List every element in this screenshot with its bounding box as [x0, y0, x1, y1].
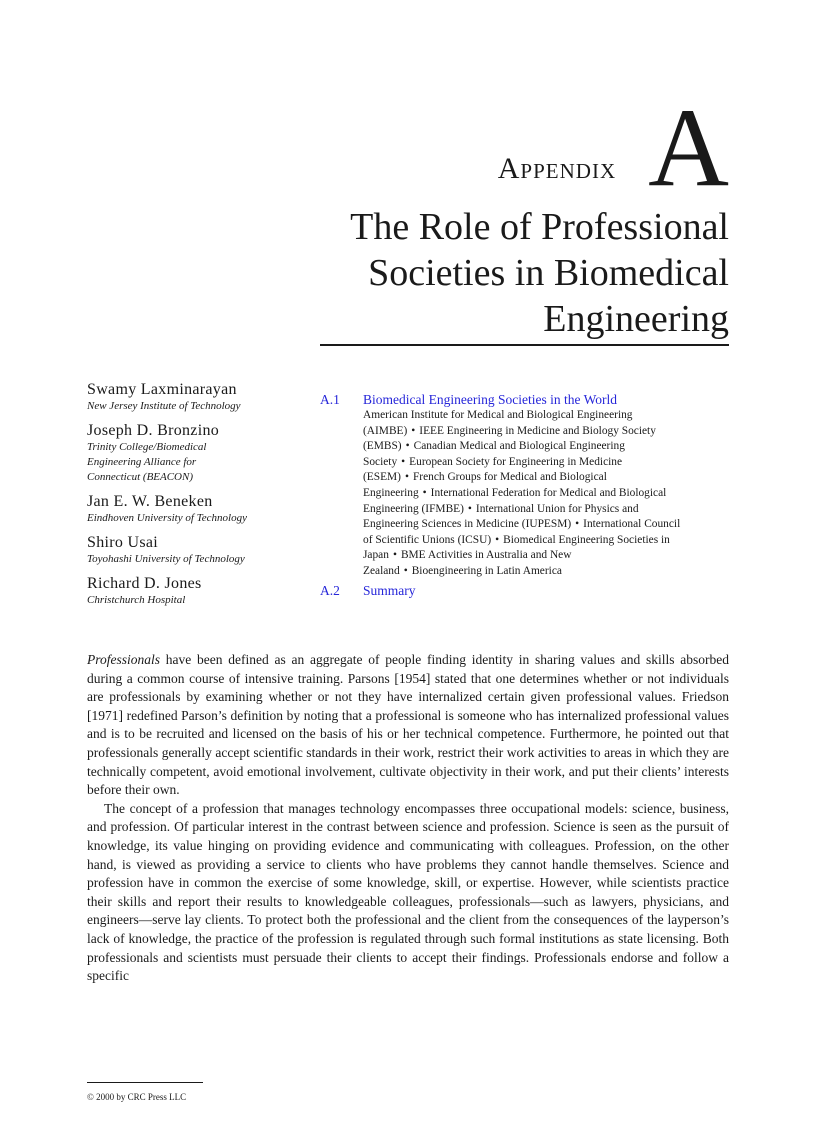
footer-divider	[87, 1082, 203, 1083]
title-line: The Role of Professional	[350, 206, 729, 248]
toc-subitem: Bioengineering in Latin America	[411, 564, 562, 577]
bullet-separator: •	[392, 549, 397, 562]
toc-entry	[320, 583, 690, 599]
author-name: Joseph D. Bronzino	[87, 422, 220, 439]
body-text	[87, 651, 729, 986]
toc-subitem: International Federation for Medical and Biological Engineering (IFMBE)	[363, 486, 667, 515]
author-name: Swamy Laxminarayan	[87, 381, 237, 398]
appendix-word: Appendix	[497, 152, 617, 185]
author-affiliation: Christchurch Hospital	[87, 594, 186, 606]
author	[87, 574, 302, 608]
bullet-separator: •	[404, 471, 409, 484]
bullet-separator: •	[495, 533, 500, 546]
toc-entry	[320, 392, 690, 580]
author	[87, 380, 302, 414]
toc-subitem: IEEE Engineering in Medicine and Biology Society (EMBS)	[363, 424, 656, 453]
table-of-contents	[320, 392, 690, 599]
appendix-letter: A	[648, 86, 729, 210]
title-divider	[320, 344, 729, 346]
toc-number[interactable]: A.2	[320, 582, 340, 598]
author-list	[87, 380, 302, 615]
toc-subitem: French Groups for Medical and Biological Engineering	[363, 471, 607, 499]
toc-title-link[interactable]: Biomedical Engineering Societies in the World	[363, 392, 617, 407]
bullet-separator: •	[422, 486, 427, 499]
bullet-separator: •	[411, 424, 416, 437]
paragraph-text: have been defined as an aggregate of people finding identity in sharing values and skills absorbed during a common course of intensive training. Parsons [1954] stated that one determines whether or not individuals are professionals by examining whether or not they have internalized certain given professional values. Friedson [1971] redefined Parson’s definition by noting that a professional is someone who has internalized professional values and is to be recruited and licensed on the basis of his or her technical competence. Furthermore, he pointed out that professionals generally accept scientific standards in their work, restrict their work activities to areas in which they are technically competent, avoid emotional involvement, cultivate objectivity in their work, and put their clients’ interests before their own.	[87, 652, 729, 798]
copyright-notice: © 2000 by CRC Press LLC	[87, 1092, 187, 1102]
toc-subitem: American Institute for Medical and Biological Engineering (AIMBE)	[363, 409, 633, 437]
toc-subitem: European Society for Engineering in Medicine (ESEM)	[363, 455, 623, 484]
toc-subitem: Canadian Medical and Biological Engineering Society	[363, 440, 625, 468]
paragraph: The concept of a profession that manages technology encompasses three occupational models: science, business, and profession. Of particular interest in the contrast between science and profession. Science is seen as the pursuit of knowledge, its value hinging on providing evidence and communicating with colleagues. Profession, on the other hand, is viewed as providing a service to clients who have problems they cannot handle themselves. Science and profession have in common the exercise of some knowledge, skill, or expertise. However, while scientists practice their skills and report their results to knowledgeable colleagues, professionals—such as lawyers, physicians, and engineers—serve lay clients. To protect both the professional and the client from the consequences of the layperson’s lack of knowledge, the practice of the profession is regulated through such formal institutions as state licensing. Both professionals and scientists must persuade their clients to accept their findings. Professionals endorse and follow a specific	[87, 800, 729, 984]
bullet-separator: •	[405, 440, 410, 453]
appendix-heading	[497, 86, 729, 210]
toc-subitem: BME Activities in Australia and New Zealand	[363, 549, 572, 577]
paragraph	[87, 651, 729, 800]
author-affiliation: New Jersey Institute of Technology	[87, 400, 241, 412]
author-name: Richard D. Jones	[87, 575, 202, 592]
bullet-separator: •	[575, 518, 580, 531]
toc-subitem: International Council of Scientific Unions (ICSU)	[363, 518, 681, 546]
bullet-separator: •	[467, 502, 472, 515]
toc-title-link[interactable]: Summary	[363, 582, 416, 598]
author-affiliation: Eindhoven University of Technology	[87, 512, 247, 524]
title-line: Engineering	[543, 298, 729, 340]
emphasis: Professionals	[87, 652, 161, 667]
toc-number[interactable]: A.1	[320, 392, 340, 407]
author-affiliation: Toyohashi University of Technology	[87, 553, 245, 565]
toc-subitem: Biomedical Engineering Societies in Japan	[363, 533, 670, 562]
bullet-separator: •	[401, 455, 406, 468]
author	[87, 533, 302, 567]
bullet-separator: •	[403, 564, 408, 577]
toc-subitems	[363, 408, 690, 580]
author-name: Shiro Usai	[87, 534, 158, 551]
title-line: Societies in Biomedical	[368, 252, 729, 294]
toc-subitem: International Union for Physics and Engineering Sciences in Medicine (IUPESM)	[363, 502, 639, 531]
author	[87, 421, 302, 485]
author-name: Jan E. W. Beneken	[87, 493, 213, 510]
chapter-title	[289, 204, 729, 342]
author	[87, 492, 302, 526]
author-affiliation: Trinity College/Biomedical Engineering Alliance for Connecticut (BEACON)	[87, 441, 207, 483]
